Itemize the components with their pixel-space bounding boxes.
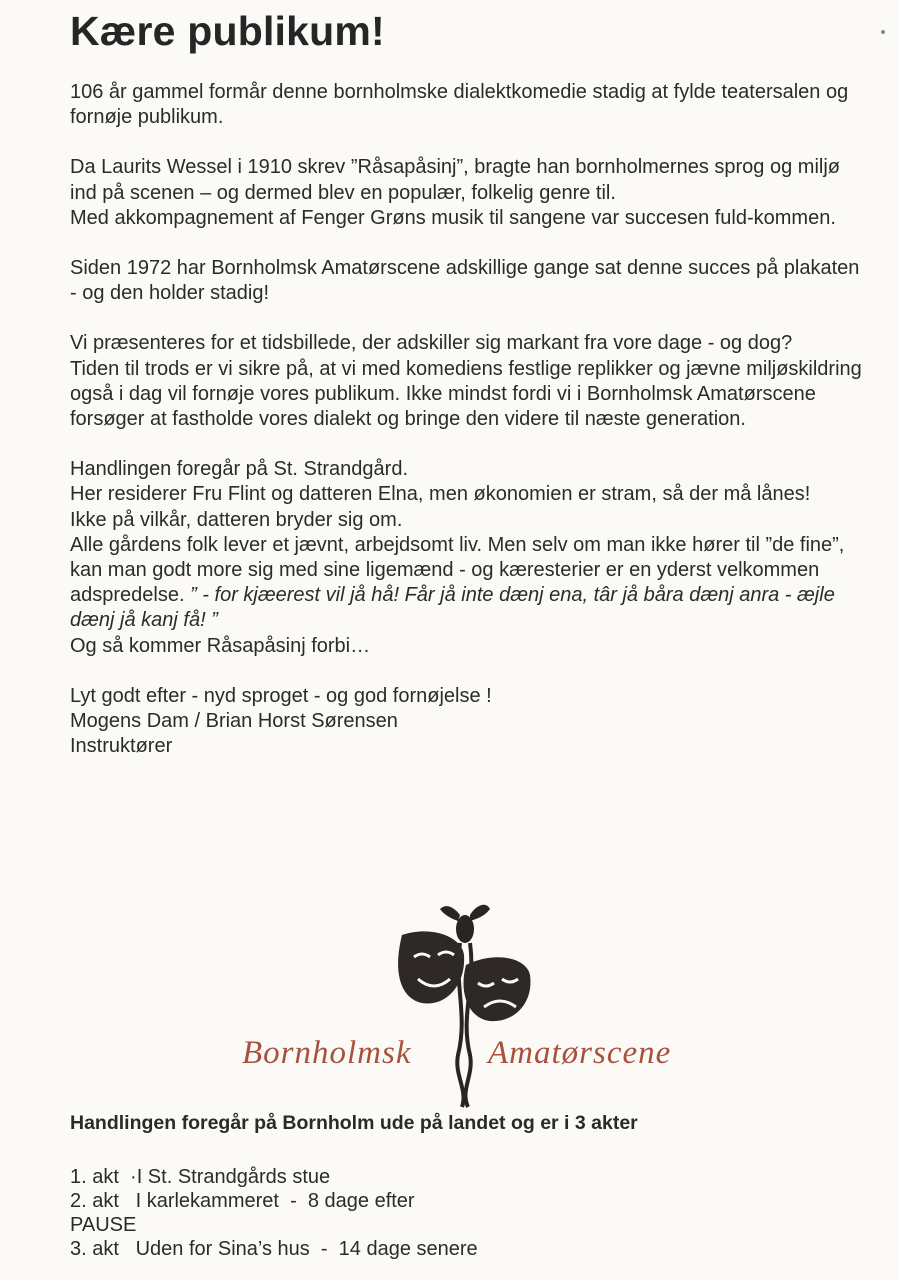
paragraph-terms: Ikke på vilkår, datteren bryder sig om.: [70, 508, 403, 531]
theatre-masks-icon: [232, 895, 712, 1110]
paragraph-farm-life: [70, 533, 870, 634]
paragraph-residents: Her residerer Fru Flint og datteren Elna, men økonomien er stram, så der må lånes!: [70, 483, 811, 506]
director-role: Instruktører: [70, 735, 173, 758]
paragraph-timepicture: Vi præsenteres for et tidsbillede, der adskiller sig markant fra vore dage - og dog?: [70, 332, 793, 355]
paragraph-arrival: Og så kommer Råsapåsinj forbi…: [70, 634, 371, 657]
paragraph-intro: 106 år gammel formår denne bornholmske dialektkomedie stadig at fylde teatersalen og fornøje publikum.: [70, 81, 849, 129]
act-item: 2. akt I karlekammeret - 8 dage efter: [70, 1190, 415, 1212]
scan-speck: [881, 30, 885, 34]
paragraph-music: Med akkompagnement af Fenger Grøns musik til sangene var succesen fuld-kommen.: [70, 206, 836, 229]
paragraph-dialect: Tiden til trods er vi sikre på, at vi med komediens festlige replikker og jævne miljøskildring også i dag vil fornøje vores publikum. Ikke mindst fordi vi i Bornholmsk Amatørscene forsøger at fastholde vores dialekt og bringe den videre til næste generation.: [70, 357, 862, 431]
acts-list: [70, 1165, 478, 1261]
director-names: Mogens Dam / Brian Horst Sørensen: [70, 710, 398, 733]
act-item: PAUSE: [70, 1214, 137, 1236]
letter-body: [70, 80, 870, 759]
paragraph-since-1972: Siden 1972 har Bornholmsk Amatørscene adskillige gange sat denne succes på plakaten - og den holder stadig!: [70, 257, 860, 305]
closing-line: Lyt godt efter - nyd sproget - og god fornøjelse !: [70, 684, 492, 707]
farm-life-text: Alle gårdens folk lever et jævnt, arbejdsomt liv. Men selv om man ikke hører til ”de fine”, kan man godt more sig med sine ligemænd - og kæresterier er en yderst velkommen adspredelse.: [70, 533, 845, 607]
theatre-logo: [232, 895, 712, 1110]
logo-word-right: Amatørscene: [488, 1035, 672, 1071]
page-title: Kære publikum!: [70, 8, 385, 54]
paragraph-setting: Handlingen foregår på St. Strandgård.: [70, 458, 408, 481]
logo-word-left: Bornholmsk: [242, 1035, 412, 1071]
dialect-quote: ” - for kjæerest vil jå hå! Får jå inte dænj ena, târ jå båra dænj anra - æjle dænj jå kanj få! ”: [70, 584, 835, 632]
act-item: 1. akt ·I St. Strandgårds stue: [70, 1166, 331, 1188]
acts-heading: Handlingen foregår på Bornholm ude på landet og er i 3 akter: [70, 1112, 638, 1134]
act-item: 3. akt Uden for Sina’s hus - 14 dage senere: [70, 1238, 478, 1260]
paragraph-history: Da Laurits Wessel i 1910 skrev ”Råsapåsinj”, bragte han bornholmernes sprog og miljø ind på scenen – og dermed blev en populær, folkelig genre til.: [70, 156, 840, 204]
